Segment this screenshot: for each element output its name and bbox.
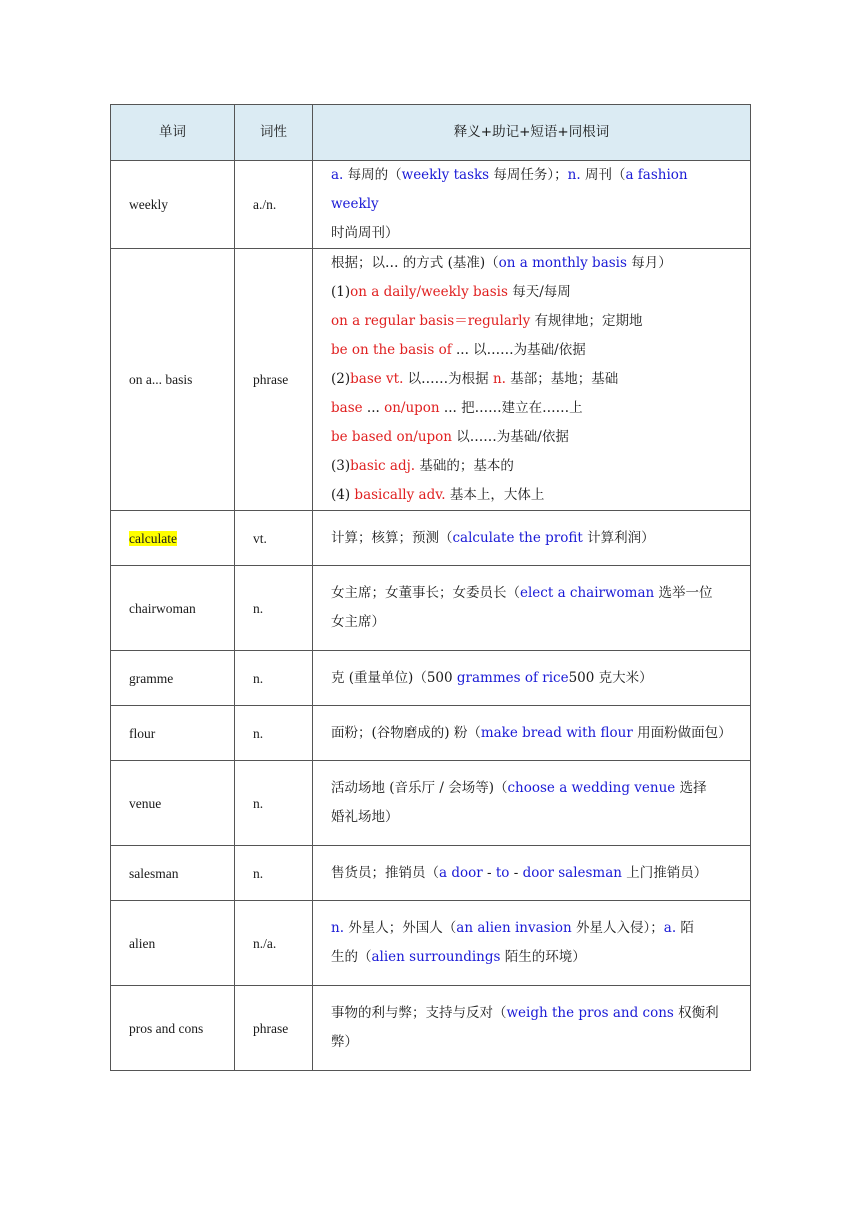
- definition-line: [331, 423, 732, 452]
- definition-text: 弊）: [331, 1034, 358, 1050]
- related-phrase: on a regular basis＝regularly: [331, 313, 531, 329]
- definition-line: [331, 664, 732, 693]
- definition-text: 每周的（: [343, 167, 402, 183]
- definition-text: 基本上，大体上: [445, 487, 545, 503]
- word-text: weekly: [129, 197, 168, 212]
- word-text: gramme: [129, 670, 174, 686]
- definition-line: [331, 336, 732, 365]
- related-phrase: base vt.: [350, 371, 404, 387]
- definition-line: [331, 307, 732, 336]
- definition-line: [331, 219, 732, 248]
- example-phrase: on a monthly basis: [498, 255, 627, 271]
- definition-cell: [313, 901, 751, 986]
- definition-text: -: [509, 864, 523, 881]
- definition-text: 每天/每周: [507, 284, 571, 300]
- definition-cell: [313, 706, 751, 761]
- table-row: [111, 651, 751, 706]
- definition-text: 有规律地；定期地: [530, 313, 643, 329]
- part-of-speech-cell: n.: [235, 651, 313, 706]
- part-of-speech-cell: phrase: [235, 986, 313, 1071]
- definition-line: [331, 161, 732, 219]
- example-phrase: n.: [331, 920, 344, 936]
- definition-line: [331, 278, 732, 307]
- definition-text: (2): [331, 371, 351, 387]
- example-phrase: an alien invasion: [456, 920, 572, 936]
- definition-cell: [313, 761, 751, 846]
- word-text: salesman: [129, 865, 179, 881]
- word-cell: [111, 511, 235, 566]
- definition-text: -: [482, 864, 496, 881]
- word-text: flour: [129, 725, 156, 741]
- word-cell: [111, 901, 235, 986]
- definition-cell: [313, 511, 751, 566]
- definition-line: [331, 394, 732, 423]
- definition-text: (1): [331, 284, 351, 300]
- definition-cell: [313, 986, 751, 1071]
- definition-text: 女主席）: [331, 614, 385, 630]
- part-of-speech-cell: n.: [235, 846, 313, 901]
- related-phrase: on a daily/weekly basis: [350, 284, 508, 300]
- related-phrase: on/upon: [384, 400, 440, 416]
- part-of-speech-cell: n./a.: [235, 901, 313, 986]
- word-text: calculate: [129, 530, 177, 546]
- example-phrase: make bread with flour: [480, 724, 633, 741]
- table-row: [111, 511, 751, 566]
- example-phrase: to: [495, 864, 510, 881]
- definition-text: 克 (重量单位)（500: [331, 669, 457, 686]
- definition-text: 活动场地 (音乐厅 / 会场等)（: [331, 780, 508, 796]
- related-phrase: basically adv.: [354, 487, 446, 503]
- example-phrase: grammes of rice: [456, 669, 569, 686]
- definition-text: ...: [362, 400, 385, 416]
- definition-line: [331, 608, 732, 637]
- definition-text: 陌: [676, 920, 694, 936]
- definition-text: 售货员；推销员（: [331, 864, 439, 881]
- example-phrase: weigh the pros and cons: [506, 1005, 674, 1021]
- word-cell: [111, 651, 235, 706]
- example-phrase: alien surroundings: [371, 949, 501, 965]
- definition-line: [331, 774, 732, 803]
- definition-text: 每周任务）；: [489, 167, 568, 183]
- word-text: on a... basis: [129, 372, 193, 387]
- part-of-speech-cell: a./n.: [235, 161, 313, 249]
- table-row: [111, 249, 751, 511]
- definition-line: [331, 579, 732, 608]
- definition-line: [331, 365, 732, 394]
- definition-text: 基础的；基本的: [415, 458, 514, 474]
- word-text: alien: [129, 935, 156, 951]
- word-cell: [111, 706, 235, 761]
- definition-cell: [313, 651, 751, 706]
- part-of-speech-cell: n.: [235, 706, 313, 761]
- definition-cell: [313, 249, 751, 511]
- table-body: [111, 161, 751, 1071]
- example-phrase: a.: [663, 920, 677, 936]
- definition-line: [331, 249, 732, 278]
- example-phrase: choose a wedding venue: [507, 780, 676, 796]
- definition-text: 用面粉做面包）: [632, 724, 732, 741]
- definition-text: 陌生的环境）: [500, 949, 586, 965]
- header-part-of-speech: 词性: [235, 105, 313, 161]
- related-phrase: base: [331, 400, 363, 416]
- table-row: [111, 846, 751, 901]
- definition-line: [331, 524, 732, 553]
- definition-line: [331, 452, 732, 481]
- example-phrase: a.: [331, 167, 344, 183]
- word-cell: [111, 161, 235, 249]
- related-phrase: n.: [492, 371, 506, 387]
- part-of-speech-cell: phrase: [235, 249, 313, 511]
- word-cell: [111, 846, 235, 901]
- definition-text: 面粉；(谷物磨成的) 粉（: [331, 724, 481, 741]
- definition-cell: [313, 566, 751, 651]
- vocabulary-table: [110, 104, 751, 1071]
- table-header-row: [111, 105, 751, 161]
- example-phrase: weekly tasks: [401, 167, 490, 183]
- definition-text: ... 把……建立在……上: [439, 400, 583, 416]
- definition-text: 周刊（: [580, 167, 626, 183]
- definition-text: 外星人入侵）；: [571, 920, 664, 936]
- definition-text: 权衡利: [673, 1005, 719, 1021]
- definition-text: 婚礼场地）: [331, 809, 399, 825]
- definition-text: 计算利润）: [582, 529, 655, 546]
- example-phrase: a fashion weekly: [331, 167, 688, 212]
- definition-text: 根据；以… 的方式 (基准)（: [331, 255, 499, 271]
- example-phrase: a door: [439, 864, 483, 881]
- definition-text: 基部；基地；基础: [505, 371, 619, 387]
- definition-text: 上门推销员）: [621, 864, 708, 881]
- definition-line: [331, 999, 732, 1028]
- definition-text: 事物的利与弊；支持与反对（: [331, 1005, 507, 1021]
- definition-text: ... 以……为基础/依据: [451, 342, 586, 358]
- example-phrase: elect a chairwoman: [520, 585, 655, 601]
- definition-line: [331, 1028, 732, 1057]
- definition-text: 选择: [675, 780, 707, 796]
- definition-line: [331, 914, 732, 943]
- word-cell: [111, 986, 235, 1071]
- definition-text: (3): [331, 458, 351, 474]
- definition-text: 时尚周刊）: [331, 225, 399, 241]
- related-phrase: be based on/upon: [331, 429, 452, 445]
- definition-text: 以……为基础/依据: [452, 429, 569, 445]
- definition-text: 以……为根据: [403, 371, 493, 387]
- part-of-speech-cell: n.: [235, 761, 313, 846]
- definition-line: [331, 943, 732, 972]
- definition-text: (4): [331, 487, 355, 503]
- definition-text: 计算；核算；预测（: [331, 529, 453, 546]
- example-phrase: door salesman: [522, 864, 622, 881]
- definition-text: 生的（: [331, 949, 372, 965]
- table-row: [111, 986, 751, 1071]
- word-cell: [111, 761, 235, 846]
- definition-text: 外星人；外国人（: [344, 920, 457, 936]
- definition-text: 女主席；女董事长；女委员长（: [331, 585, 520, 601]
- example-phrase: calculate the profit: [452, 529, 583, 546]
- definition-line: [331, 719, 732, 748]
- example-phrase: n.: [567, 167, 581, 183]
- definition-text: 500 克大米）: [568, 669, 653, 686]
- table-row: [111, 161, 751, 249]
- definition-text: 每月）: [626, 255, 672, 271]
- part-of-speech-cell: vt.: [235, 511, 313, 566]
- definition-line: [331, 803, 732, 832]
- table-row: [111, 761, 751, 846]
- definition-cell: [313, 161, 751, 249]
- word-cell: [111, 566, 235, 651]
- word-cell: [111, 249, 235, 511]
- word-text: chairwoman: [129, 600, 196, 616]
- table-row: [111, 706, 751, 761]
- part-of-speech-cell: n.: [235, 566, 313, 651]
- definition-text: 选举一位: [654, 585, 713, 601]
- related-phrase: be on the basis of: [331, 342, 452, 358]
- table-row: [111, 566, 751, 651]
- word-text: pros and cons: [129, 1020, 204, 1036]
- header-word: 单词: [111, 105, 235, 161]
- definition-line: [331, 481, 732, 510]
- definition-line: [331, 859, 732, 888]
- related-phrase: basic adj.: [350, 458, 416, 474]
- table-row: [111, 901, 751, 986]
- definition-cell: [313, 846, 751, 901]
- word-text: venue: [129, 795, 162, 811]
- header-definition: 释义+助记+短语+同根词: [313, 105, 751, 161]
